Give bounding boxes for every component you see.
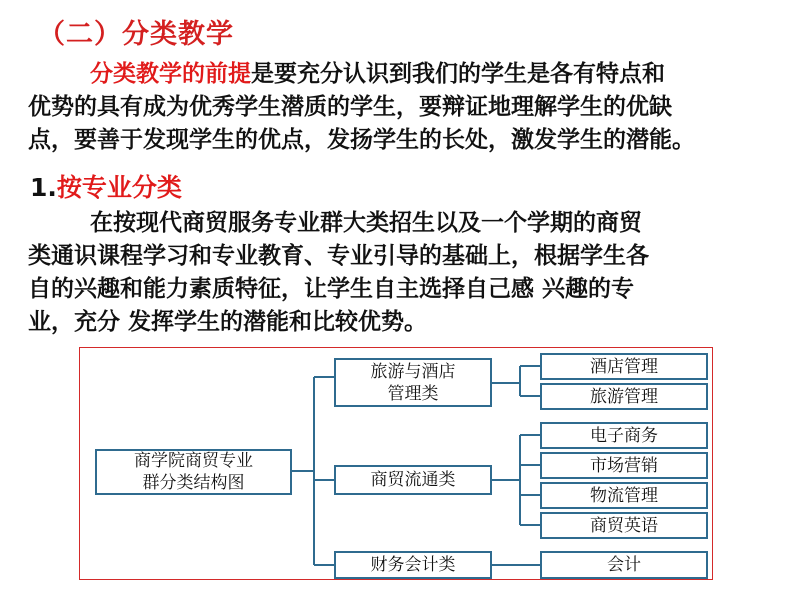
category-box-trade: [334, 465, 492, 495]
section-title-text: 按专业分类: [56, 173, 182, 202]
category-tourism-line-1: 旅游与酒店: [370, 361, 456, 382]
intro-highlight: 分类教学的前提: [90, 61, 251, 87]
root-box-text: [134, 450, 253, 494]
section-title: [30, 168, 182, 204]
intro-line-1-rest: 是要充分认识到我们的学生是各有特点和: [251, 61, 665, 87]
body-line-1: 在按现代商贸服务专业群大类招生以及一个学期的商贸: [90, 210, 642, 236]
category-trade-label: 商贸流通类: [370, 470, 456, 490]
child-box-tourism-management: [540, 383, 708, 410]
child-box-logistics: [540, 482, 708, 509]
category-box-finance: [334, 551, 492, 579]
body-line-2: 类通识课程学习和专业教育、专业引导的基础上，根据学生各: [28, 243, 649, 269]
body-line-4: 业，充分 发挥学生的潜能和比较优势。: [28, 309, 428, 335]
slide-heading: （二）分类教学: [38, 19, 234, 50]
root-line-2: 群分类结构图: [142, 473, 245, 493]
body-paragraph: [28, 207, 788, 339]
category-tourism-text: [371, 361, 456, 405]
child-box-business-english: [540, 512, 708, 539]
category-finance-label: 财务会计类: [370, 555, 456, 575]
child-ecommerce-label: 电子商务: [590, 425, 658, 446]
child-accounting-label: 会计: [607, 555, 641, 575]
intro-line-1: [28, 58, 788, 91]
category-tourism-line-2: 管理类: [387, 383, 439, 404]
intro-paragraph: [28, 58, 788, 157]
child-marketing-label: 市场营销: [590, 455, 658, 476]
body-line-3: 自的兴趣和能力素质特征，让学生自主选择自己感 兴趣的专: [28, 276, 635, 302]
intro-line-3: 点，要善于发现学生的优点，发扬学生的长处，激发学生的潜能。: [28, 127, 695, 153]
child-box-ecommerce: [540, 422, 708, 449]
root-box: [95, 449, 292, 495]
root-line-1: 商学院商贸专业: [134, 451, 253, 471]
section-number: 1.: [30, 173, 57, 202]
structure-diagram: [79, 347, 713, 580]
intro-line-2: 优势的具有成为优秀学生潜质的学生，要辩证地理解学生的优缺: [28, 94, 672, 120]
child-business-english-label: 商贸英语: [590, 515, 658, 536]
child-tourism-management-label: 旅游管理: [590, 386, 658, 407]
child-hotel-management-label: 酒店管理: [590, 356, 658, 377]
child-box-hotel-management: [540, 353, 708, 380]
category-box-tourism: [334, 358, 492, 407]
child-box-marketing: [540, 452, 708, 479]
child-box-accounting: [540, 551, 708, 579]
child-logistics-label: 物流管理: [590, 485, 658, 506]
